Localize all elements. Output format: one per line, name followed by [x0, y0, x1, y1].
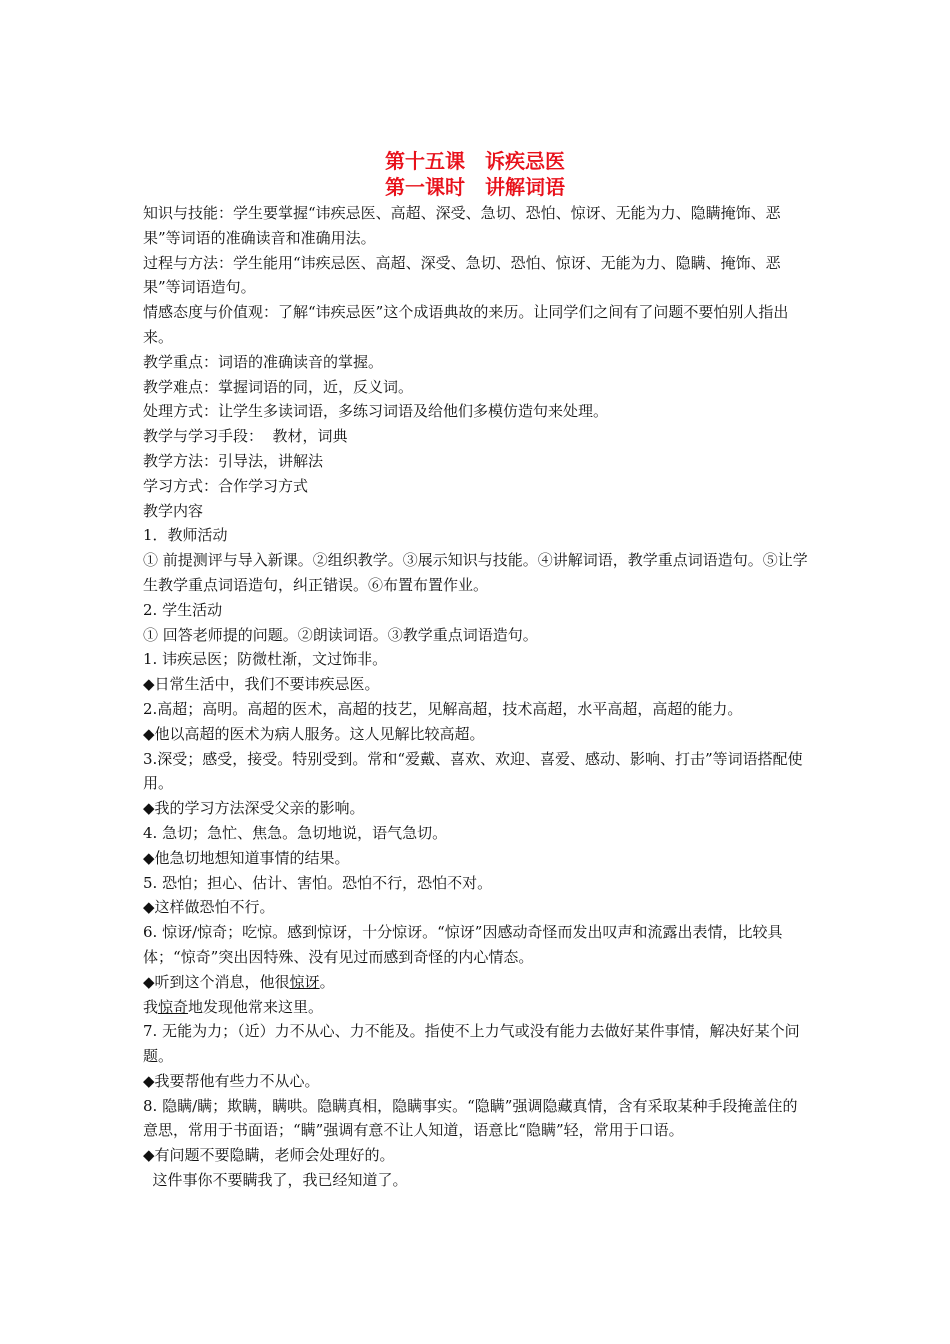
word-entry-3: 3.深受；感受，接受。特别受到。常和“爱戴、喜欢、欢迎、喜爱、感动、影响、打击”等词语搭配使用。 — [143, 749, 803, 793]
word-entry-2: 2.高超；高明。高超的医术，高超的技艺，见解高超，技术高超，水平高超，高超的能力。 — [143, 699, 743, 718]
teacher-activity-heading: 1．教师活动 — [143, 526, 228, 545]
student-activity-heading: 2. 学生活动 — [143, 600, 223, 619]
example-sentence-4: ◆他急切地想知道事情的结果。 — [143, 848, 350, 867]
example-text-end: 。 — [319, 972, 335, 991]
word-entry-7: 7. 无能为力；（近）力不从心、力不能及。指使不上力气或没有能力去做好某件事情，解决好某个问题。 — [143, 1022, 800, 1066]
lesson-subtitle: 第一课时 讲解词语 — [385, 175, 565, 199]
handling-method: 处理方式：让学生多读词语，多练习词语及给他们多模仿造句来处理。 — [143, 402, 609, 421]
process-method-paragraph: 过程与方法：学生能用“讳疾忌医、高超、深受、急切、恐怕、惊讶、无能为力、隐瞒、掩饰、恶果”等词语造句。 — [143, 253, 781, 297]
document-title — [0, 148, 950, 200]
example-sentence-1: ◆日常生活中，我们不要讳疾忌医。 — [143, 675, 380, 694]
teacher-activity-text: ① 前提测评与导入新课。②组织教学。③展示知识与技能。④讲解词语，教学重点词语造句。⑤让学生教学重点词语造句，纠正错误。⑥布置布置作业。 — [143, 551, 808, 594]
example-sentence-8a: ◆有问题不要隐瞒，老师会处理好的。 — [143, 1146, 395, 1165]
teaching-tools: 教学与学习手段： 教材，词典 — [143, 427, 348, 446]
underlined-word: 惊讶 — [289, 972, 320, 991]
example-sentence-7: ◆我要帮他有些力不从心。 — [143, 1071, 320, 1090]
learning-mode: 学习方式：合作学习方式 — [143, 476, 309, 495]
word-entry-1: 1. 讳疾忌医；防微杜渐，文过饰非。 — [143, 650, 388, 669]
example-sentence-6b — [143, 995, 811, 1020]
word-entry-4: 4. 急切；急忙、焦急。急切地说，语气急切。 — [143, 823, 448, 842]
emotion-values-paragraph: 情感态度与价值观：了解“讳疾忌医”这个成语典故的来历。让同学们之间有了问题不要怕别人指出来。 — [143, 303, 789, 346]
underlined-word: 惊奇 — [158, 997, 189, 1016]
example-sentence-6a — [143, 970, 811, 995]
word-entry-6: 6. 惊讶/惊奇；吃惊。感到惊讶，十分惊讶。“惊讶”因感动奇怪而发出叹声和流露出表情，比较具体；“惊奇”突出因特殊、没有见过而感到奇怪的内心情态。 — [143, 923, 783, 966]
example-sentence-5: ◆这样做恐怕不行。 — [143, 898, 275, 917]
example-sentence-2: ◆他以高超的医术为病人服务。这人见解比较高超。 — [143, 724, 485, 743]
example-sentence-3: ◆我的学习方法深受父亲的影响。 — [143, 799, 365, 818]
teaching-difficulty: 教学难点：掌握词语的同，近，反义词。 — [143, 377, 414, 396]
lesson-title: 第十五课 诉疾忌医 — [385, 149, 565, 173]
word-entry-5: 5. 恐怕；担心、估计、害怕。恐怕不行，恐怕不对。 — [143, 873, 493, 892]
example-text-end: 地发现他常来这里。 — [188, 997, 324, 1016]
student-activity-text: ① 回答老师提的问题。②朗读词语。③教学重点词语造句。 — [143, 625, 538, 644]
example-sentence-8b: 这件事你不要瞒我了，我已经知道了。 — [143, 1171, 408, 1190]
teaching-focus: 教学重点：词语的准确读音的掌握。 — [143, 352, 384, 371]
document-body — [143, 201, 811, 1193]
example-text: ◆听到这个消息，他很 — [143, 972, 290, 991]
word-entry-8: 8. 隐瞒/瞒；欺瞒，瞒哄。隐瞒真相，隐瞒事实。“隐瞒”强调隐藏真情，含有采取某种手段掩盖住的意思，常用于书面语；“瞒”强调有意不让人知道，语意比“隐瞒”轻，常用于口语。 — [143, 1096, 798, 1140]
knowledge-skills-paragraph: 知识与技能：学生要掌握“讳疾忌医、高超、深受、急切、恐怕、惊讶、无能为力、隐瞒掩饰、恶果”等词语的准确读音和准确用法。 — [143, 204, 781, 247]
teaching-content-heading: 教学内容 — [143, 501, 204, 520]
teaching-method: 教学方法：引导法，讲解法 — [143, 451, 324, 470]
example-text: 我 — [143, 997, 159, 1016]
